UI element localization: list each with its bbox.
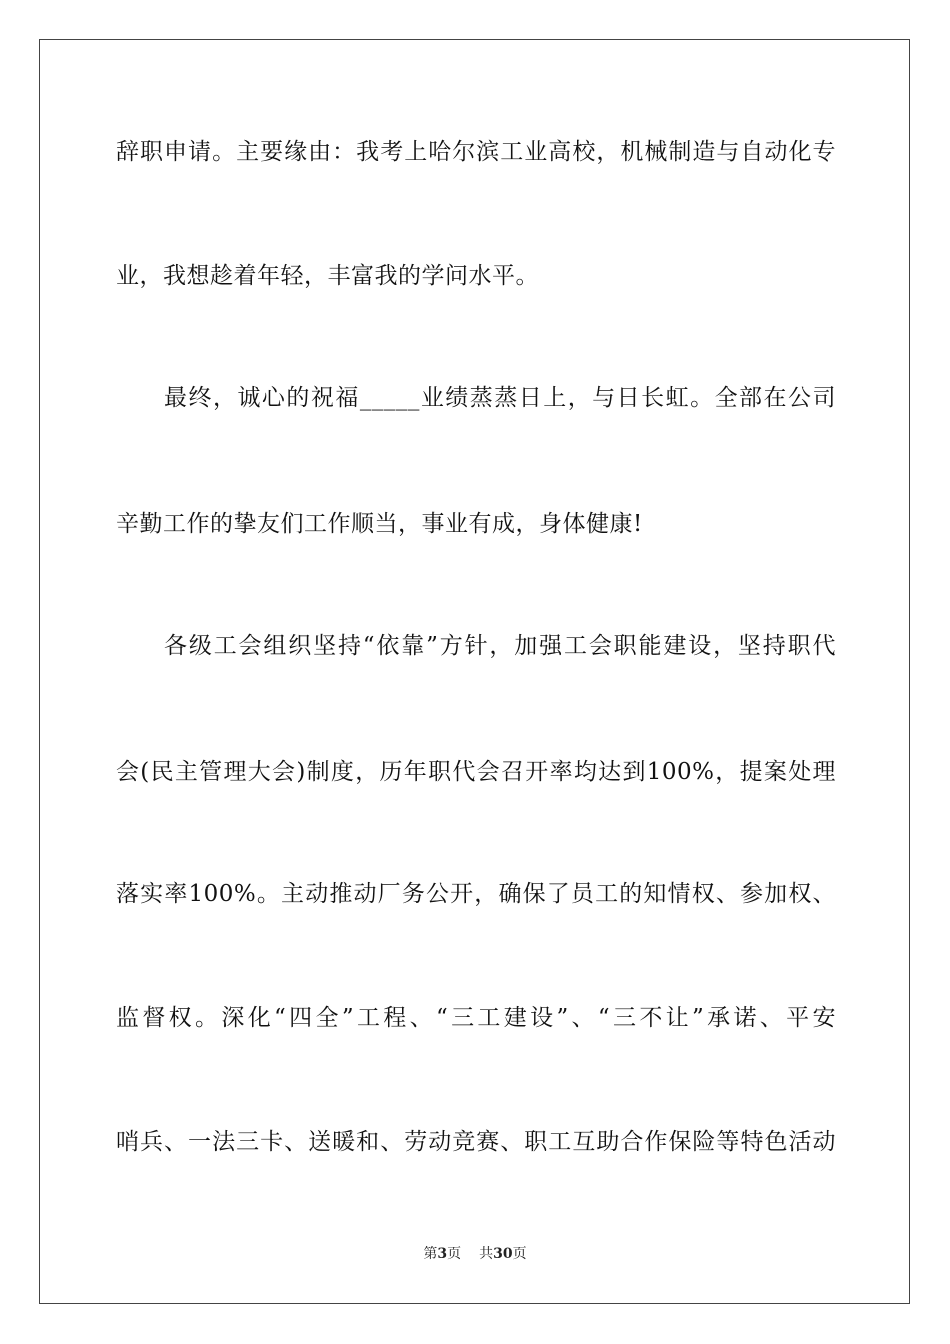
text-line-8: 监督权。深化“四全”工程、“三工建设”、“三不让”承诺、平安 xyxy=(116,1005,836,1031)
page-border xyxy=(39,39,910,1304)
text-line-6: 会(民主管理大会)制度，历年职代会召开率均达到100%，提案处理 xyxy=(116,759,836,785)
page-number: 3 xyxy=(437,1246,448,1262)
text-line-9: 哨兵、一法三卡、送暖和、劳动竞赛、职工互助合作保险等特色活动 xyxy=(116,1129,836,1155)
text-line-5: 各级工会组织坚持“依靠”方针，加强工会职能建设，坚持职代 xyxy=(164,633,836,659)
text-line-1: 辞职申请。主要缘由：我考上哈尔滨工业高校，机械制造与自动化专 xyxy=(116,139,836,165)
total-pages: 30 xyxy=(493,1246,513,1262)
text-line-7: 落实率100%。主动推动厂务公开，确保了员工的知情权、参加权、 xyxy=(116,881,836,907)
text-line-2: 业，我想趁着年轻，丰富我的学问水平。 xyxy=(116,263,539,289)
text-line-3: 最终，诚心的祝福_____业绩蒸蒸日上，与日长虹。全部在公司 xyxy=(164,385,836,411)
total-suffix: 页 xyxy=(512,1246,527,1262)
page-footer xyxy=(0,1245,950,1263)
total-prefix: 共 xyxy=(479,1246,494,1262)
page-prefix: 第 xyxy=(423,1246,438,1262)
page-suffix: 页 xyxy=(447,1246,462,1262)
text-line-4: 辛勤工作的挚友们工作顺当，事业有成，身体健康! xyxy=(116,511,643,537)
